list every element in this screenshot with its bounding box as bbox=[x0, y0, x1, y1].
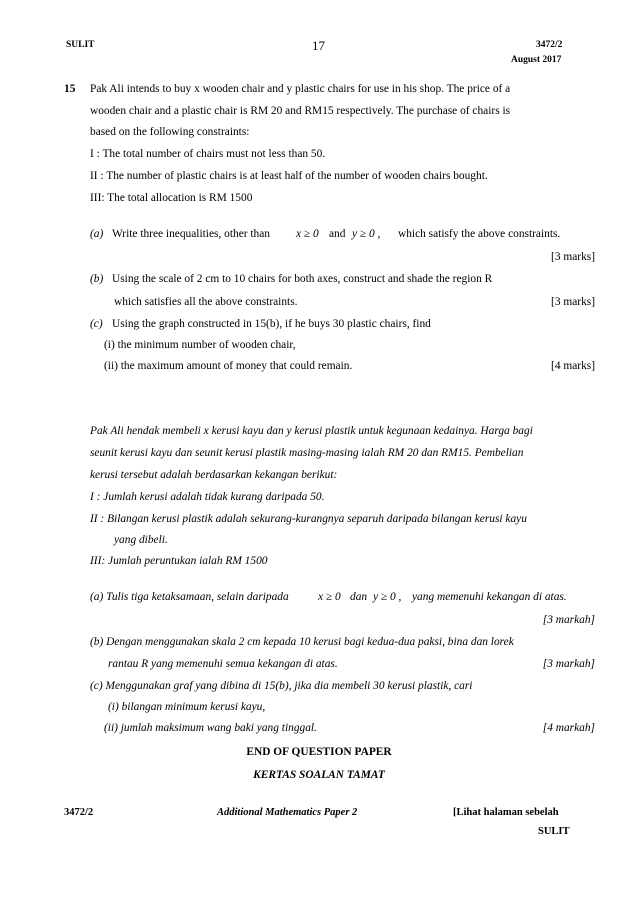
malay-intro-line-1: Pak Ali hendak membeli x kerusi kayu dan y kerusi plastik untuk kegunaan kedainya. Harga bagi bbox=[90, 425, 533, 437]
english-part-a-and: and bbox=[329, 228, 346, 240]
english-part-a-inequality-x: x ≥ 0 bbox=[296, 228, 319, 240]
malay-part-a-inequality-x: x ≥ 0 bbox=[318, 591, 341, 603]
english-part-a-marks: [3 marks] bbox=[551, 251, 595, 263]
english-constraint-3: III: The total allocation is RM 1500 bbox=[90, 192, 253, 204]
header-sulit: SULIT bbox=[66, 40, 95, 50]
malay-constraint-2-cont: yang dibeli. bbox=[114, 534, 168, 546]
question-number: 15 bbox=[64, 83, 76, 95]
english-part-b-line-2: which satisfies all the above constraints. bbox=[114, 296, 298, 308]
footer-next-page: [Lihat halaman sebelah bbox=[453, 807, 559, 818]
end-of-paper-english: END OF QUESTION PAPER bbox=[246, 746, 392, 758]
malay-part-a-marks: [3 markah] bbox=[542, 614, 595, 626]
footer-sulit: SULIT bbox=[538, 826, 570, 837]
malay-part-a-tail: yang memenuhi kekangan di atas. bbox=[412, 591, 567, 603]
english-part-c-i: (i) the minimum number of wooden chair, bbox=[104, 339, 296, 351]
malay-part-a-inequality-y: y ≥ 0 , bbox=[373, 591, 402, 603]
english-part-c-label: (c) bbox=[90, 318, 103, 330]
malay-part-b-marks: [3 markah] bbox=[542, 658, 595, 670]
malay-intro-line-3: kerusi tersebut adalah berdasarkan kekangan berikut: bbox=[90, 469, 338, 481]
malay-intro-line-2: seunit kerusi kayu dan seunit kerusi plastik masing-masing ialah RM 20 dan RM15. Pembelian bbox=[90, 447, 524, 459]
english-part-a-inequality-y: y ≥ 0 , bbox=[352, 228, 381, 240]
paper-date: August 2017 bbox=[511, 55, 562, 65]
english-part-a-label: (a) bbox=[90, 228, 104, 240]
end-of-paper-malay: KERTAS SOALAN TAMAT bbox=[253, 769, 385, 781]
malay-part-c-ii: (ii) jumlah maksimum wang baki yang tinggal. bbox=[104, 722, 317, 734]
english-constraint-1: I : The total number of chairs must not less than 50. bbox=[90, 148, 326, 160]
english-constraint-2: II : The number of plastic chairs is at least half of the number of wooden chairs bought. bbox=[90, 170, 488, 182]
english-part-a-tail: which satisfy the above constraints. bbox=[398, 228, 561, 240]
english-part-b-line-1: Using the scale of 2 cm to 10 chairs for both axes, construct and shade the region R bbox=[112, 273, 493, 285]
footer-code: 3472/2 bbox=[64, 807, 94, 818]
malay-part-c-marks: [4 markah] bbox=[542, 722, 595, 734]
english-part-c-ii: (ii) the maximum amount of money that could remain. bbox=[104, 360, 353, 372]
english-part-b-label: (b) bbox=[90, 273, 104, 285]
malay-part-c-i: (i) bilangan minimum kerusi kayu, bbox=[108, 701, 266, 713]
english-intro-line-2: wooden chair and a plastic chair is RM 20 and RM15 respectively. The purchase of chairs is bbox=[90, 105, 511, 117]
malay-part-b-line-1: (b) Dengan menggunakan skala 2 cm kepada 10 kerusi bagi kedua-dua paksi, bina dan lorek bbox=[90, 636, 514, 648]
english-part-c-line: Using the graph constructed in 15(b), if he buys 30 plastic chairs, find bbox=[112, 318, 431, 330]
english-part-b-marks: [3 marks] bbox=[551, 296, 595, 308]
malay-constraint-3: III: Jumlah peruntukan ialah RM 1500 bbox=[90, 555, 268, 567]
malay-part-a-text: (a) Tulis tiga ketaksamaan, selain daripada bbox=[90, 591, 289, 603]
malay-part-c-line: (c) Menggunakan graf yang dibina di 15(b), jika dia membeli 30 kerusi plastik, cari bbox=[90, 680, 473, 692]
english-intro-line-1: Pak Ali intends to buy x wooden chair and y plastic chairs for use in his shop. The price of a bbox=[90, 83, 511, 95]
malay-part-a-dan: dan bbox=[350, 591, 368, 603]
footer-title: Additional Mathematics Paper 2 bbox=[217, 807, 358, 818]
english-intro-line-3: based on the following constraints: bbox=[90, 126, 250, 138]
malay-constraint-2: II : Bilangan kerusi plastik adalah sekurang-kurangnya separuh daripada bilangan kerusi kayu bbox=[90, 513, 527, 525]
page-number: 17 bbox=[312, 38, 325, 53]
english-part-a-text: Write three inequalities, other than bbox=[112, 228, 271, 240]
malay-constraint-1: I : Jumlah kerusi adalah tidak kurang daripada 50. bbox=[90, 491, 325, 503]
english-part-c-marks: [4 marks] bbox=[551, 360, 595, 372]
paper-code: 3472/2 bbox=[536, 40, 563, 50]
malay-part-b-line-2: rantau R yang memenuhi semua kekangan di atas. bbox=[108, 658, 338, 670]
